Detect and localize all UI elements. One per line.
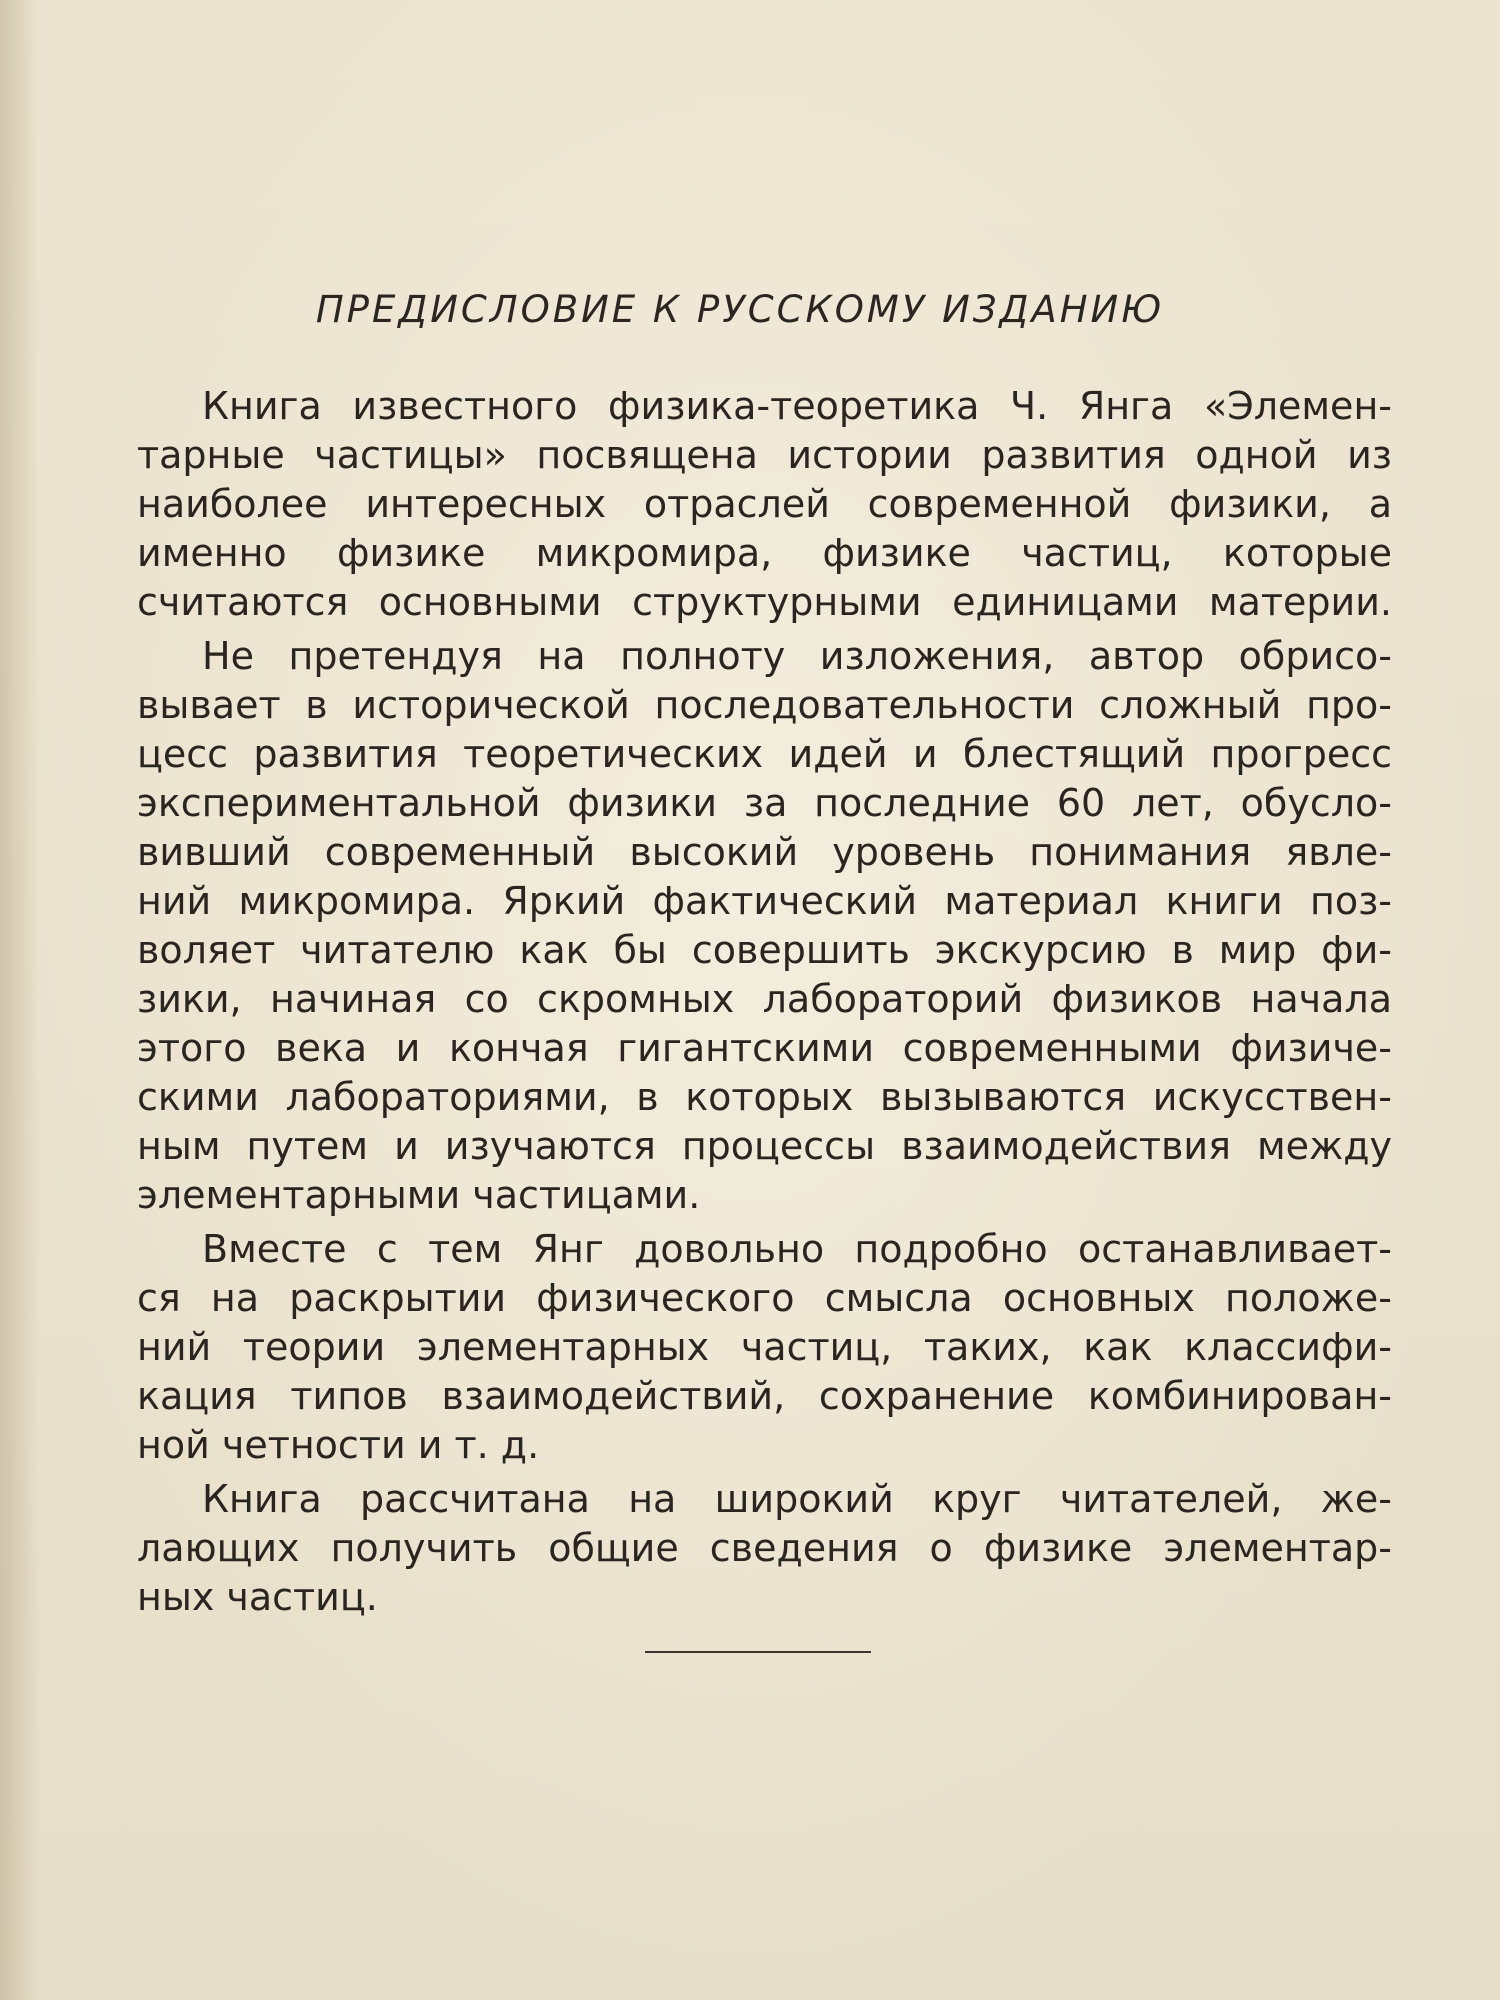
- text-line: тарные частицы» посвящена истории развития одной из: [137, 433, 1392, 477]
- preface-text: [137, 382, 1392, 1627]
- text-line: цесс развития теоретических идей и блестящий прогресс: [137, 732, 1392, 776]
- text-line: Книга известного физика-теоретика Ч. Янга «Элемен-: [202, 384, 1392, 428]
- paragraph-1: [137, 382, 1392, 627]
- text-line: элементарными частицами.: [137, 1173, 701, 1217]
- text-line: вывает в исторической последовательности сложный про-: [137, 683, 1392, 727]
- text-line: Вместе с тем Янг довольно подробно останавливает-: [202, 1227, 1392, 1271]
- text-line: ной четности и т. д.: [137, 1423, 540, 1467]
- text-line: Не претендуя на полноту изложения, автор обрисо-: [202, 634, 1392, 678]
- text-line: ным путем и изучаются процессы взаимодействия между: [137, 1124, 1392, 1168]
- text-line: ний теории элементарных частиц, таких, как классифи-: [137, 1325, 1392, 1369]
- text-line: зики, начиная со скромных лабораторий физиков начала: [137, 977, 1392, 1021]
- text-line: именно физике микромира, физике частиц, которые: [137, 531, 1392, 575]
- page-title: ПРЕДИСЛОВИЕ К РУССКОМУ ИЗДАНИЮ: [315, 288, 1165, 331]
- text-line: экспериментальной физики за последние 60 лет, обусло-: [137, 781, 1392, 825]
- text-line: ся на раскрытии физического смысла основных положе-: [137, 1276, 1392, 1320]
- text-line: скими лабораториями, в которых вызываются искусствен-: [137, 1075, 1392, 1119]
- text-line: воляет читателю как бы совершить экскурсию в мир фи-: [137, 928, 1392, 972]
- text-line: считаются основными структурными единицами материи.: [137, 580, 1392, 624]
- paragraph-3: [137, 1225, 1392, 1470]
- text-line: лающих получить общие сведения о физике элементар-: [137, 1526, 1392, 1570]
- paragraph-2: [137, 632, 1392, 1220]
- section-end-rule: [645, 1651, 871, 1653]
- text-line: кация типов взаимодействий, сохранение комбинирован-: [137, 1374, 1392, 1418]
- text-line: ных частиц.: [137, 1575, 378, 1619]
- text-line: ний микромира. Яркий фактический материал книги поз-: [137, 879, 1392, 923]
- paragraph-4: [137, 1475, 1392, 1622]
- text-line: вивший современный высокий уровень понимания явле-: [137, 830, 1392, 874]
- text-line: этого века и кончая гигантскими современными физиче-: [137, 1026, 1392, 1070]
- text-line: Книга рассчитана на широкий круг читателей, же-: [202, 1477, 1392, 1521]
- text-line: наиболее интересных отраслей современной физики, а: [137, 482, 1392, 526]
